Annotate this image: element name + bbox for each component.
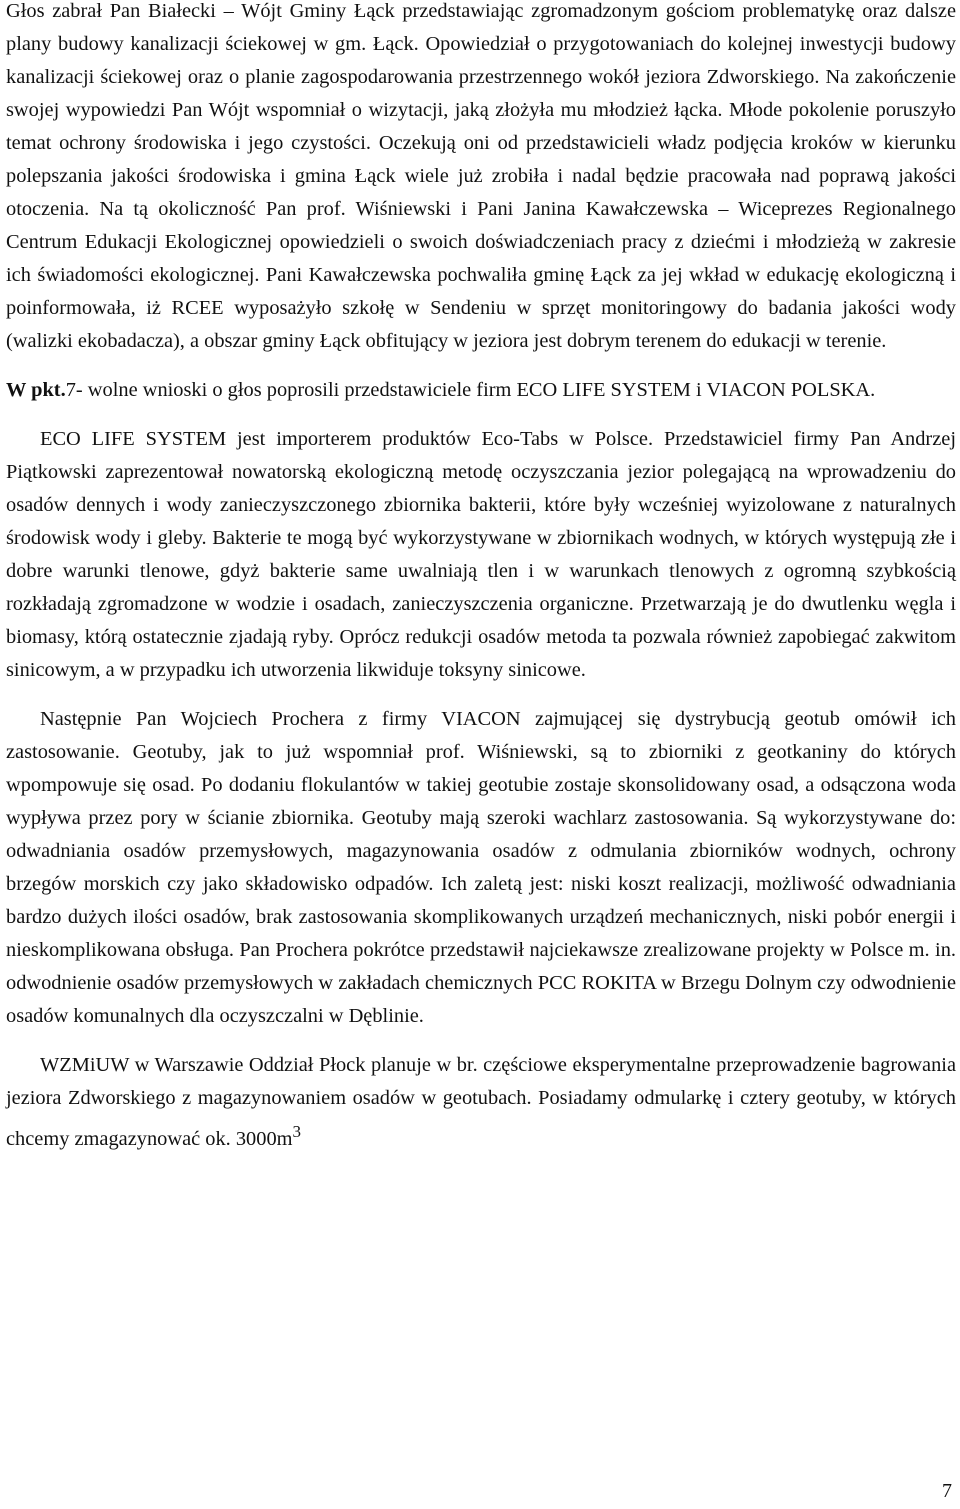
wzmiuw-text: WZMiUW w Warszawie Oddział Płock planuje w br. częściowe eksperymentalne przeprowadzenie bagrowania jeziora Zdworskiego z magazynowaniem osadów w geotubach. Posiadamy odmularkę i cztery geotuby, w których chcemy zmagazynować ok. 3000m <box>6 1054 956 1150</box>
point-7-label: W pkt. <box>6 379 66 401</box>
paragraph-viacon: Następnie Pan Wojciech Prochera z firmy VIACON zajmującej się dystrybucją geotub omówił ich zastosowanie. Geotuby, jak to już wspomniał prof. Wiśniewski, są to zbiorniki z geotkaniny do których wpompowuje się osad. Po dodaniu flokulantów w takiej geotubie zostaje skonsolidowany osad, a odsączona woda wypływa przez pory w ścianie zbiornika. Geotuby mają szeroki wachlarz zastosowania. Są wykorzystywane do: odwadniania osadów przemysłowych, magazynowania osadów z odmulania zbiorników wodnych, ochrony brzegów morskich czy jako składowisko odpadów. Ich zaletą jest: niski koszt realizacji, możliwość odwadniania bardzo dużych ilości osadów, brak zastosowania skomplikowanych urządzeń mechanicznych, niski pobór energii i nieskomplikowana obsługa. Pan Prochera pokrótce przedstawił najciekawsze zrealizowane projekty w Polsce m. in. odwodnienie osadów przemysłowych w zakładach chemicznych PCC ROKITA w Brzegu Dolnym czy odwodnienie osadów komunalnych dla oczyszczalni w Dęblinie. <box>6 708 956 1027</box>
paragraph-point-7 <box>6 374 956 407</box>
paragraph-wojt-speech: Głos zabrał Pan Białecki – Wójt Gminy Łąck przedstawiając zgromadzonym gościom problematykę oraz dalsze plany budowy kanalizacji ściekowej w gm. Łąck. Opowiedział o przygotowaniach do kolejnej inwestycji budowy kanalizacji ściekowej oraz o planie zagospodarowania przestrzennego wokół jeziora Zdworskiego. Na zakończenie swojej wypowiedzi Pan Wójt wspomniał o wizytacji, jaką złożyła mu młodzież łącka. Młode pokolenie poruszyło temat ochrony środowiska i jego czystości. Oczekują oni od przedstawicieli władz podjęcia kroków w kierunku polepszania jakości środowiska i gmina Łąck wiele już zrobiła i nadal będzie pracowała nad poprawą jakości otoczenia. Na tą okoliczność Pan prof. Wiśniewski i Pani Janina Kawałczewska – Wiceprezes Regionalnego Centrum Edukacji Ekologicznej opowiedzieli o swoich doświadczeniach pracy z dziećmi i młodzieżą w zakresie ich świadomości ekologicznej. Pani Kawałczewska pochwaliła gminę Łąck za jej wkład w edukację ekologiczną i poinformowała, iż RCEE wyposażyło szkołę w Sendeniu w sprzęt monitoringowy do badania jakości wody (walizki ekobadacza), a obszar gminy Łąck obfitujący w jeziora jest dobrym terenem do edukacji w terenie. <box>6 0 956 352</box>
page-number: 7 <box>942 1480 952 1502</box>
point-7-text: 7- wolne wnioski o głos poprosili przedstawiciele firm ECO LIFE SYSTEM i VIACON POLSKA. <box>65 379 876 401</box>
paragraph-wzmiuw <box>6 1049 956 1156</box>
paragraph-eco-life-system: ECO LIFE SYSTEM jest importerem produktów Eco-Tabs w Polsce. Przedstawiciel firmy Pan Andrzej Piątkowski zaprezentował nowatorską ekologiczną metodę oczyszczania jezior polegającą na wprowadzeniu do osadów dennych i wody zanieczyszczonego zbiornika bakterii, które były wcześniej wyizolowane z naturalnych środowisk wody i gleby. Bakterie te mogą być wykorzystywane w zbiornikach wodnych, w których występują złe i dobre warunki tlenowe, gdyż bakterie same uwalniają tlen i w warunkach tlenowych z ogromną szybkością rozkładają zgromadzone w wodzie i osadach, zanieczyszczenia organiczne. Przetwarzają je do dwutlenku węgla i biomasy, którą ostatecznie zjadają ryby. Oprócz redukcji osadów metoda ta pozwala również zapobiegać zakwitom sinicowym, a w przypadku ich utworzenia likwiduje toksyny sinicowe. <box>6 428 956 681</box>
superscript-3: 3 <box>292 1122 301 1141</box>
document-page <box>6 0 956 1156</box>
